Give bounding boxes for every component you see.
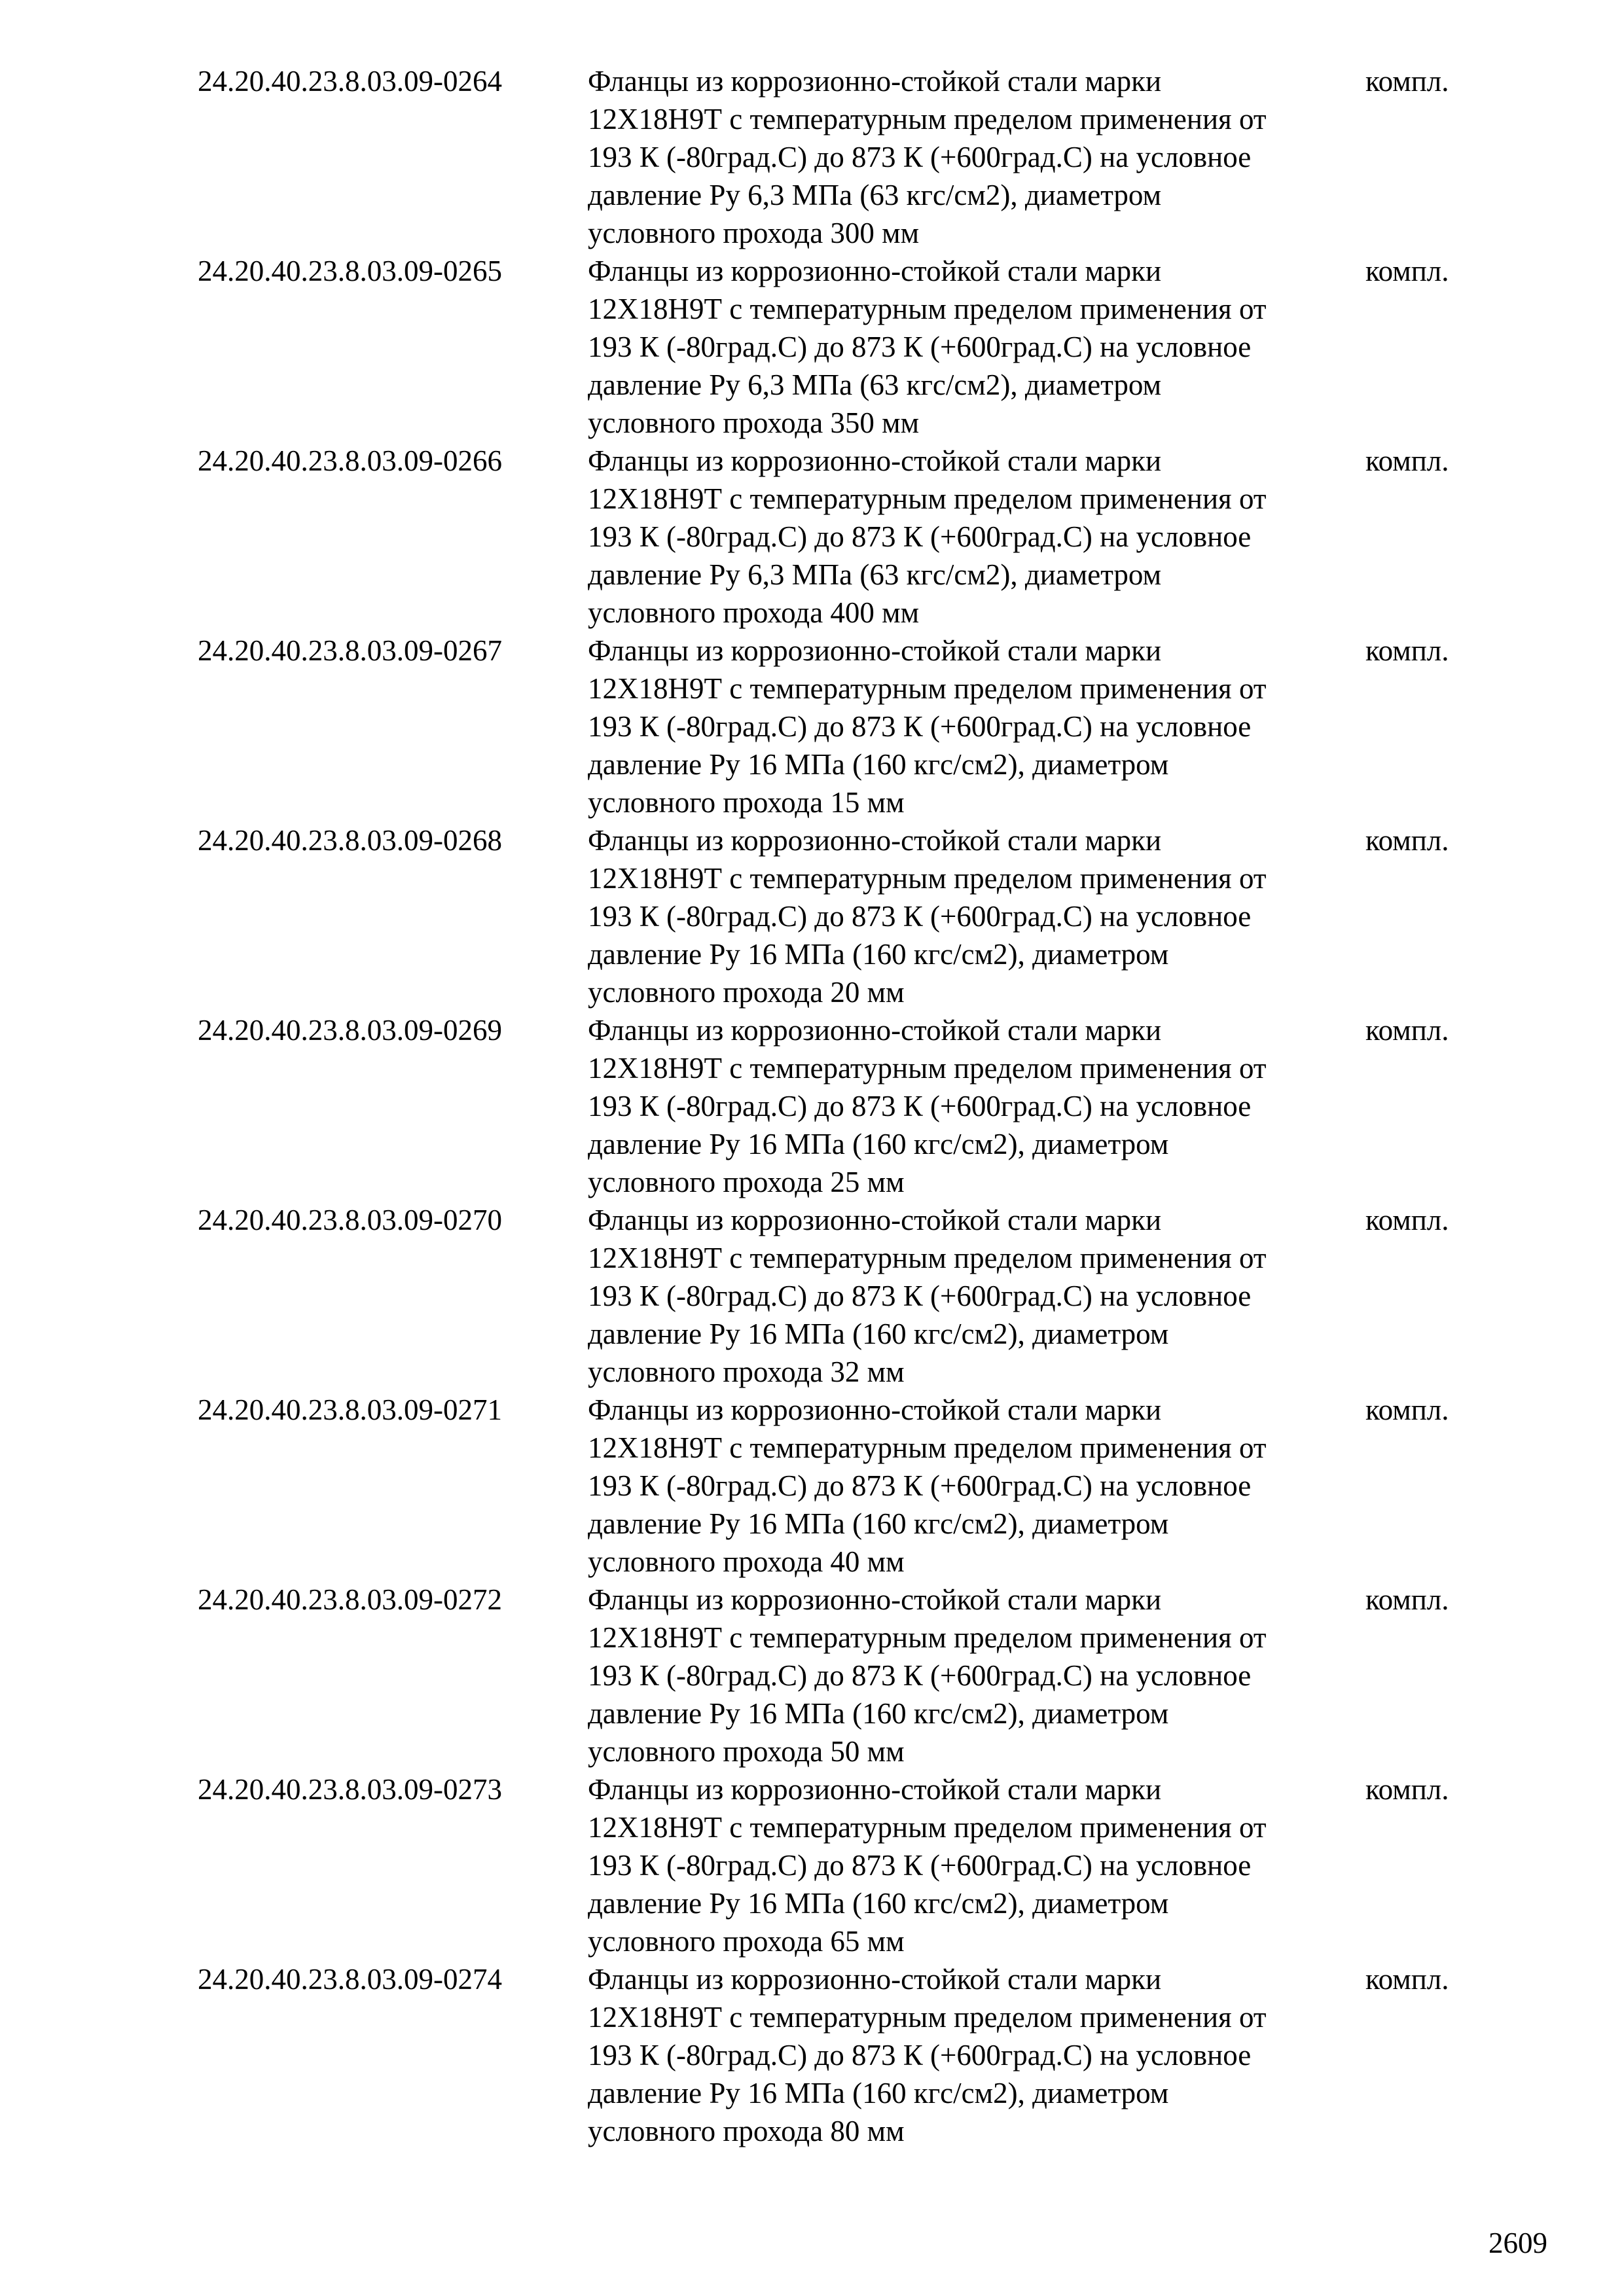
description-line: условного прохода 40 мм (588, 1545, 905, 1578)
description-line: давление Ру 16 МПа (160 кгс/см2), диаметром (588, 2077, 1169, 2109)
description-line: давление Ру 6,3 МПа (63 кгс/см2), диаметром (588, 368, 1162, 401)
item-unit: компл. (1365, 255, 1449, 287)
item-code: 24.20.40.23.8.03.09-0270 (198, 1204, 502, 1236)
item-unit: компл. (1365, 634, 1449, 667)
item-code: 24.20.40.23.8.03.09-0264 (198, 65, 502, 98)
list-item (0, 821, 1624, 1011)
description-line: 12Х18Н9Т с температурным пределом применения от (588, 1811, 1267, 1844)
list-item (0, 632, 1624, 821)
item-description (588, 1011, 1367, 1201)
description-line: давление Ру 16 МПа (160 кгс/см2), диаметром (588, 1507, 1169, 1540)
page-number: 2609 (1489, 2227, 1547, 2259)
list-item (0, 1581, 1624, 1770)
item-unit: компл. (1365, 65, 1449, 98)
description-line: условного прохода 50 мм (588, 1735, 905, 1768)
description-line: условного прохода 15 мм (588, 786, 905, 819)
description-line: Фланцы из коррозионно-стойкой стали марки (588, 1963, 1162, 1996)
description-line: 193 К (-80град.С) до 873 К (+600град.С) на условное (588, 2039, 1252, 2072)
description-line: условного прохода 350 мм (588, 406, 920, 439)
item-code: 24.20.40.23.8.03.09-0268 (198, 824, 502, 857)
description-line: 12Х18Н9Т с температурным пределом применения от (588, 1242, 1267, 1274)
list-item (0, 1770, 1624, 1960)
item-description (588, 252, 1367, 442)
description-line: 193 К (-80град.С) до 873 К (+600град.С) на условное (588, 710, 1252, 743)
item-unit: компл. (1365, 824, 1449, 857)
description-line: 12Х18Н9Т с температурным пределом применения от (588, 293, 1267, 325)
description-line: Фланцы из коррозионно-стойкой стали марки (588, 255, 1162, 287)
list-item (0, 62, 1624, 252)
description-line: 193 К (-80град.С) до 873 К (+600град.С) на условное (588, 1469, 1252, 1502)
item-description (588, 1960, 1367, 2150)
description-line: условного прохода 300 мм (588, 217, 920, 249)
description-line: условного прохода 32 мм (588, 1355, 905, 1388)
description-line: Фланцы из коррозионно-стойкой стали марки (588, 65, 1162, 98)
item-description (588, 632, 1367, 821)
item-code: 24.20.40.23.8.03.09-0265 (198, 255, 502, 287)
item-description (588, 1770, 1367, 1960)
item-description (588, 821, 1367, 1011)
description-line: 12Х18Н9Т с температурным пределом применения от (588, 482, 1267, 515)
description-line: давление Ру 16 МПа (160 кгс/см2), диаметром (588, 748, 1169, 781)
list-item (0, 1960, 1624, 2150)
description-line: давление Ру 16 МПа (160 кгс/см2), диаметром (588, 938, 1169, 971)
item-description (588, 1201, 1367, 1391)
description-line: 193 К (-80град.С) до 873 К (+600град.С) на условное (588, 520, 1252, 553)
description-line: 12Х18Н9Т с температурным пределом применения от (588, 103, 1267, 135)
list-item (0, 1201, 1624, 1391)
description-line: давление Ру 16 МПа (160 кгс/см2), диаметром (588, 1887, 1169, 1920)
description-line: 193 К (-80град.С) до 873 К (+600град.С) на условное (588, 1849, 1252, 1882)
list-item (0, 442, 1624, 632)
description-line: условного прохода 400 мм (588, 596, 920, 629)
description-line: давление Ру 6,3 МПа (63 кгс/см2), диаметром (588, 179, 1162, 211)
description-line: Фланцы из коррозионно-стойкой стали марки (588, 634, 1162, 667)
item-code: 24.20.40.23.8.03.09-0266 (198, 444, 502, 477)
description-line: 193 К (-80град.С) до 873 К (+600град.С) на условное (588, 141, 1252, 173)
item-unit: компл. (1365, 444, 1449, 477)
description-line: условного прохода 20 мм (588, 976, 905, 1009)
item-unit: компл. (1365, 1773, 1449, 1806)
price-list (0, 62, 1624, 2150)
item-code: 24.20.40.23.8.03.09-0271 (198, 1393, 502, 1426)
item-description (588, 1391, 1367, 1581)
description-line: условного прохода 25 мм (588, 1166, 905, 1198)
item-code: 24.20.40.23.8.03.09-0269 (198, 1014, 502, 1047)
description-line: давление Ру 16 МПа (160 кгс/см2), диаметром (588, 1697, 1169, 1730)
item-unit: компл. (1365, 1204, 1449, 1236)
description-line: 193 К (-80град.С) до 873 К (+600град.С) на условное (588, 900, 1252, 933)
description-line: Фланцы из коррозионно-стойкой стали марки (588, 444, 1162, 477)
description-line: условного прохода 80 мм (588, 2115, 905, 2147)
description-line: 193 К (-80град.С) до 873 К (+600град.С) на условное (588, 1659, 1252, 1692)
description-line: условного прохода 65 мм (588, 1925, 905, 1958)
description-line: Фланцы из коррозионно-стойкой стали марки (588, 824, 1162, 857)
description-line: 193 К (-80град.С) до 873 К (+600град.С) на условное (588, 331, 1252, 363)
description-line: Фланцы из коррозионно-стойкой стали марки (588, 1393, 1162, 1426)
description-line: давление Ру 16 МПа (160 кгс/см2), диаметром (588, 1128, 1169, 1160)
description-line: Фланцы из коррозионно-стойкой стали марки (588, 1204, 1162, 1236)
item-code: 24.20.40.23.8.03.09-0267 (198, 634, 502, 667)
description-line: 12Х18Н9Т с температурным пределом применения от (588, 862, 1267, 895)
description-line: давление Ру 6,3 МПа (63 кгс/см2), диаметром (588, 558, 1162, 591)
item-code: 24.20.40.23.8.03.09-0272 (198, 1583, 502, 1616)
item-description (588, 442, 1367, 632)
item-unit: компл. (1365, 1393, 1449, 1426)
description-line: 12Х18Н9Т с температурным пределом применения от (588, 1052, 1267, 1085)
item-code: 24.20.40.23.8.03.09-0274 (198, 1963, 502, 1996)
item-code: 24.20.40.23.8.03.09-0273 (198, 1773, 502, 1806)
list-item (0, 252, 1624, 442)
item-description (588, 1581, 1367, 1770)
description-line: давление Ру 16 МПа (160 кгс/см2), диаметром (588, 1318, 1169, 1350)
description-line: Фланцы из коррозионно-стойкой стали марки (588, 1773, 1162, 1806)
item-description (588, 62, 1367, 252)
item-unit: компл. (1365, 1963, 1449, 1996)
list-item (0, 1391, 1624, 1581)
item-unit: компл. (1365, 1014, 1449, 1047)
list-item (0, 1011, 1624, 1201)
description-line: Фланцы из коррозионно-стойкой стали марки (588, 1583, 1162, 1616)
description-line: 193 К (-80град.С) до 873 К (+600град.С) на условное (588, 1280, 1252, 1312)
description-line: 12Х18Н9Т с температурным пределом применения от (588, 2001, 1267, 2034)
item-unit: компл. (1365, 1583, 1449, 1616)
description-line: 12Х18Н9Т с температурным пределом применения от (588, 672, 1267, 705)
description-line: 12Х18Н9Т с температурным пределом применения от (588, 1621, 1267, 1654)
description-line: 12Х18Н9Т с температурным пределом применения от (588, 1431, 1267, 1464)
description-line: Фланцы из коррозионно-стойкой стали марки (588, 1014, 1162, 1047)
description-line: 193 К (-80град.С) до 873 К (+600град.С) на условное (588, 1090, 1252, 1122)
